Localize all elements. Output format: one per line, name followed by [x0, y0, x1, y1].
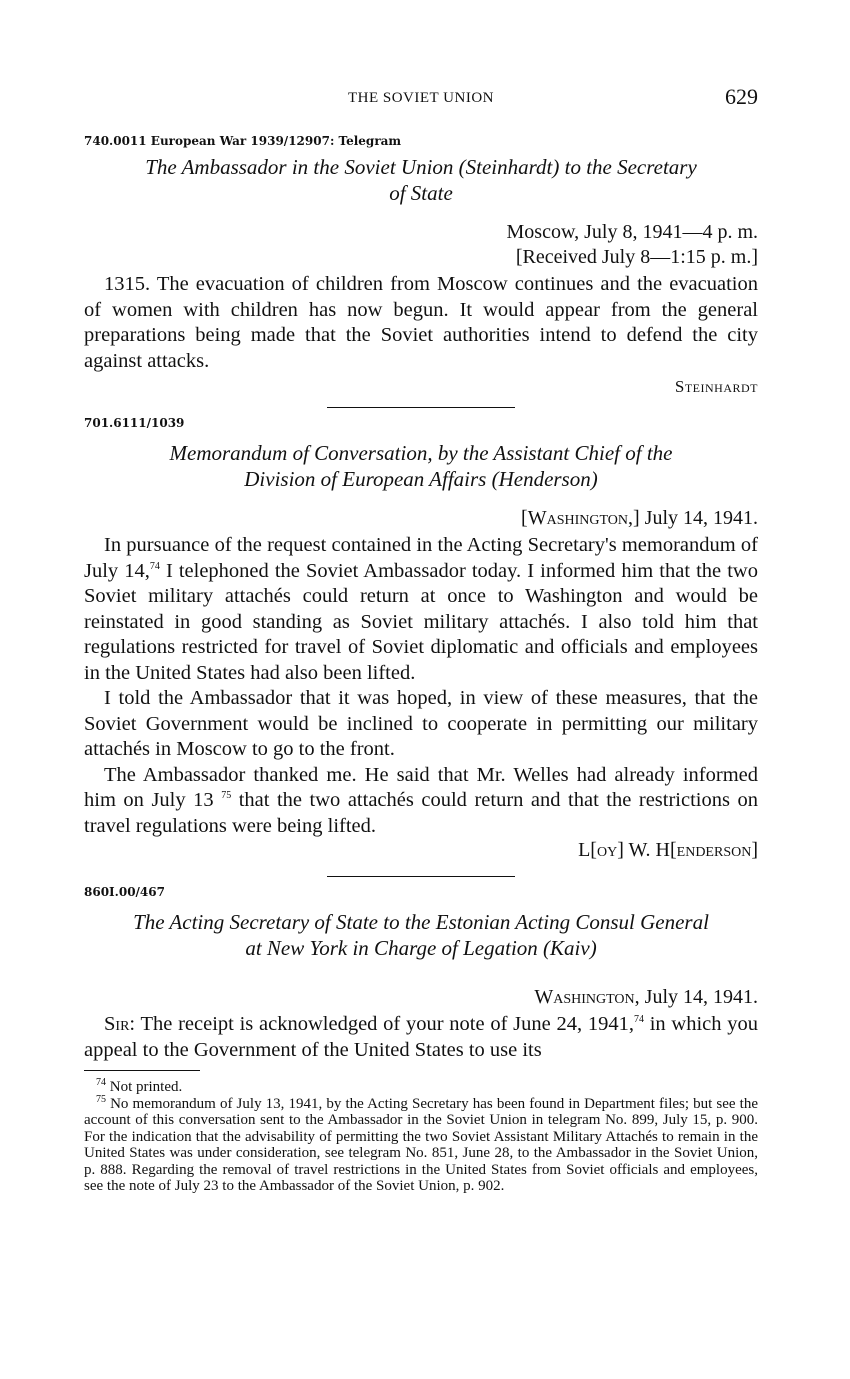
doc3-dateline	[84, 985, 758, 1010]
doc3-title-line2: at New York in Charge of Legation (Kaiv)	[245, 936, 597, 960]
doc2-sig-part-e: ]	[751, 839, 758, 861]
doc2-sig-part-d: enderson	[676, 839, 752, 861]
doc3-p1-text-a: The receipt is acknowledged of your note of June 24, 1941,	[135, 1013, 634, 1035]
doc2-sig-part-b: oy	[596, 839, 618, 861]
doc3-title-line1: The Acting Secretary of State to the Estonian Acting Consul General	[133, 910, 709, 934]
doc1-signature: Steinhardt	[674, 377, 758, 396]
doc2-sig-part-c: ] W. H[	[617, 839, 677, 861]
footnote-74	[84, 1079, 758, 1096]
running-head-title: THE SOVIET UNION	[347, 90, 495, 106]
footnotes	[84, 1079, 758, 1195]
doc2-title-line2: Division of European Affairs (Henderson)	[244, 467, 598, 491]
doc2-dateline	[84, 506, 758, 531]
doc3-dateline-place: Washington,	[534, 986, 640, 1008]
page-number: 629	[725, 84, 758, 109]
doc1-dateline-sent: Moscow, July 8, 1941—4 p. m.	[506, 221, 758, 243]
doc1-title-line1: The Ambassador in the Soviet Union (Steinhardt) to the Secretary	[145, 155, 697, 179]
doc3-dateline-date: July 14, 1941.	[639, 986, 758, 1008]
doc2-paragraph-1	[84, 533, 758, 686]
document-page	[84, 80, 758, 1195]
doc2-title	[94, 440, 748, 492]
doc1-file-number: 740.0011 European War 1939/12907: Telegram	[84, 134, 402, 148]
footnote-ref-75: 75	[221, 790, 232, 802]
doc2-file-number: 701.6111/1039	[84, 416, 185, 430]
doc3-p1-text-b: in which you appeal to the Government of the United States to use its	[84, 1013, 759, 1061]
footnote-text: No memorandum of July 13, 1941, by the Acting Secretary has been found in Department files; but see the account of this conversation sent to the Ambassador in the Soviet Union in telegram No. 899, July 15, p. 900. For the indication that the advisability of permitting the two Soviet Assistant Military Attachés to remain in the United States was under consideration, see telegram No. 851, June 28, to the Ambassador in the Soviet Union, p. 888. Regarding the removal of travel restrictions in the United States from Soviet officials and employees, see the note of July 23 to the Ambassador of the Soviet Union, p. 902.	[84, 1095, 758, 1194]
doc2-p3-text-b: that the two attachés could return and that the restrictions on travel regulations were being lifted.	[84, 789, 758, 837]
footnote-divider	[84, 1070, 200, 1071]
doc3-paragraph-1	[84, 1012, 758, 1063]
footnote-mark: 75	[96, 1093, 106, 1105]
doc2-dateline-date: July 14, 1941.	[644, 507, 758, 529]
doc1-title	[94, 154, 748, 206]
running-head	[84, 80, 758, 116]
doc2-signature	[84, 839, 758, 862]
doc3-salutation: Sir:	[104, 1013, 136, 1035]
section-divider	[327, 876, 515, 877]
footnote-ref-74: 74	[149, 560, 160, 572]
doc2-dateline-place: [Washington,]	[521, 507, 640, 529]
footnote-mark: 74	[96, 1077, 106, 1088]
footnote-75	[84, 1093, 758, 1195]
doc1-title-line2: of State	[389, 181, 453, 205]
doc2-paragraph-2: I told the Ambassador that it was hoped, in view of these measures, that the Soviet Government would be inclined to cooperate in permitting our military attachés in Moscow to go to the front.	[84, 687, 758, 760]
doc3-file-number: 860I.00/467	[84, 885, 165, 899]
footnote-text: Not printed.	[106, 1079, 183, 1095]
doc2-p1-text-b: I telephoned the Soviet Ambassador today. I informed him that the two Soviet military attachés could return at once to Washington and would be reinstated in good standing as Soviet military attachés. I also told him that regulations restricted for travel of Soviet diplomatic and officials and employees in the United States had also been lifted.	[84, 559, 758, 684]
doc2-title-line1: Memorandum of Conversation, by the Assistant Chief of the	[169, 441, 673, 465]
doc1-dateline	[84, 220, 758, 270]
doc2-p3-text-a: The Ambassador thanked me. He said that Mr. Welles had already informed him on July 13	[84, 763, 758, 811]
footnote-ref-74: 74	[633, 1014, 644, 1026]
doc2-p1-text-a: In pursuance of the request contained in the Acting Secretary's memorandum of July 14,	[84, 534, 758, 582]
doc2-paragraph-3	[84, 763, 758, 840]
doc2-sig-part-a: L[	[578, 839, 597, 861]
section-divider	[327, 407, 515, 408]
doc3-title	[94, 909, 748, 961]
doc1-dateline-received: [Received July 8—1:15 p. m.]	[515, 246, 758, 268]
doc1-body: 1315. The evacuation of children from Moscow continues and the evacuation of women with children has now begun. It would appear from the general preparations being made that the Soviet authorities intend to defend the city against attacks.	[84, 273, 758, 372]
